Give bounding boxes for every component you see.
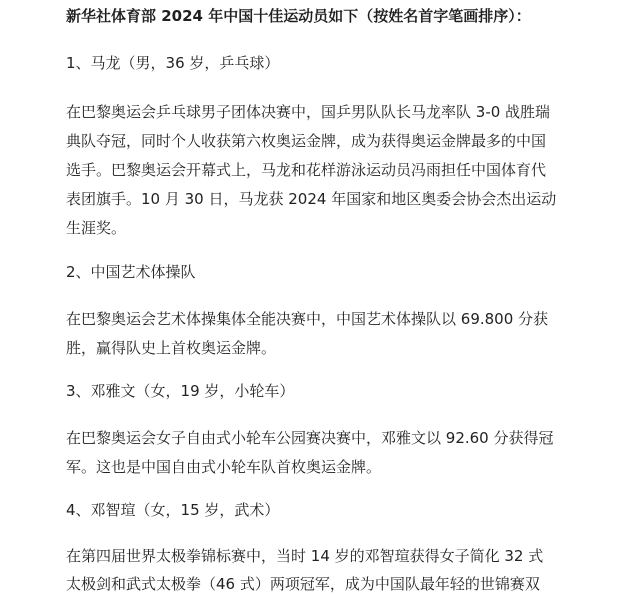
entry-1-line-3: 选手。巴黎奥运会开幕式上，马龙和花样游泳运动员冯雨担任中国体育代: [66, 161, 547, 179]
entry-1-line-2: 典队夺冠，同时个人收获第六枚奥运金牌，成为获得奥运金牌最多的中国: [66, 132, 547, 150]
entry-heading-1: 1、马龙（男，36 岁，乒乓球）: [66, 54, 280, 72]
entry-4-line-2: 太极剑和武式太极拳（46 式）两项冠军，成为中国队最年轻的世锦赛双: [66, 575, 540, 593]
entry-3-line-1: 在巴黎奥运会女子自由式小轮车公园赛决赛中，邓雅文以 92.60 分获得冠: [66, 429, 554, 447]
entry-1-line-1: 在巴黎奥运会乒乓球男子团体决赛中，国乒男队队长马龙率队 3-0 战胜瑞: [66, 103, 551, 121]
entry-4-line-1: 在第四届世界太极拳锦标赛中，当时 14 岁的邓智瑄获得女子简化 32 式: [66, 547, 544, 565]
intro-title: 新华社体育部 2024 年中国十佳运动员如下（按姓名首字笔画排序）：: [66, 7, 531, 25]
entry-1-line-5: 生涯奖。: [66, 219, 127, 237]
entry-heading-2: 2、中国艺术体操队: [66, 263, 196, 281]
entry-3-line-2: 军。这也是中国自由式小轮车队首枚奥运金牌。: [66, 458, 382, 476]
entry-heading-3: 3、邓雅文（女，19 岁，小轮车）: [66, 382, 295, 400]
entry-heading-4: 4、邓智瑄（女，15 岁，武术）: [66, 501, 280, 519]
entry-2-line-1: 在巴黎奥运会艺术体操集体全能决赛中，中国艺术体操队以 69.800 分获: [66, 310, 549, 328]
entry-1-line-4: 表团旗手。10 月 30 日，马龙获 2024 年国家和地区奥委会协会杰出运动: [66, 190, 557, 208]
entry-2-line-2: 胜，赢得队史上首枚奥运金牌。: [66, 339, 277, 357]
